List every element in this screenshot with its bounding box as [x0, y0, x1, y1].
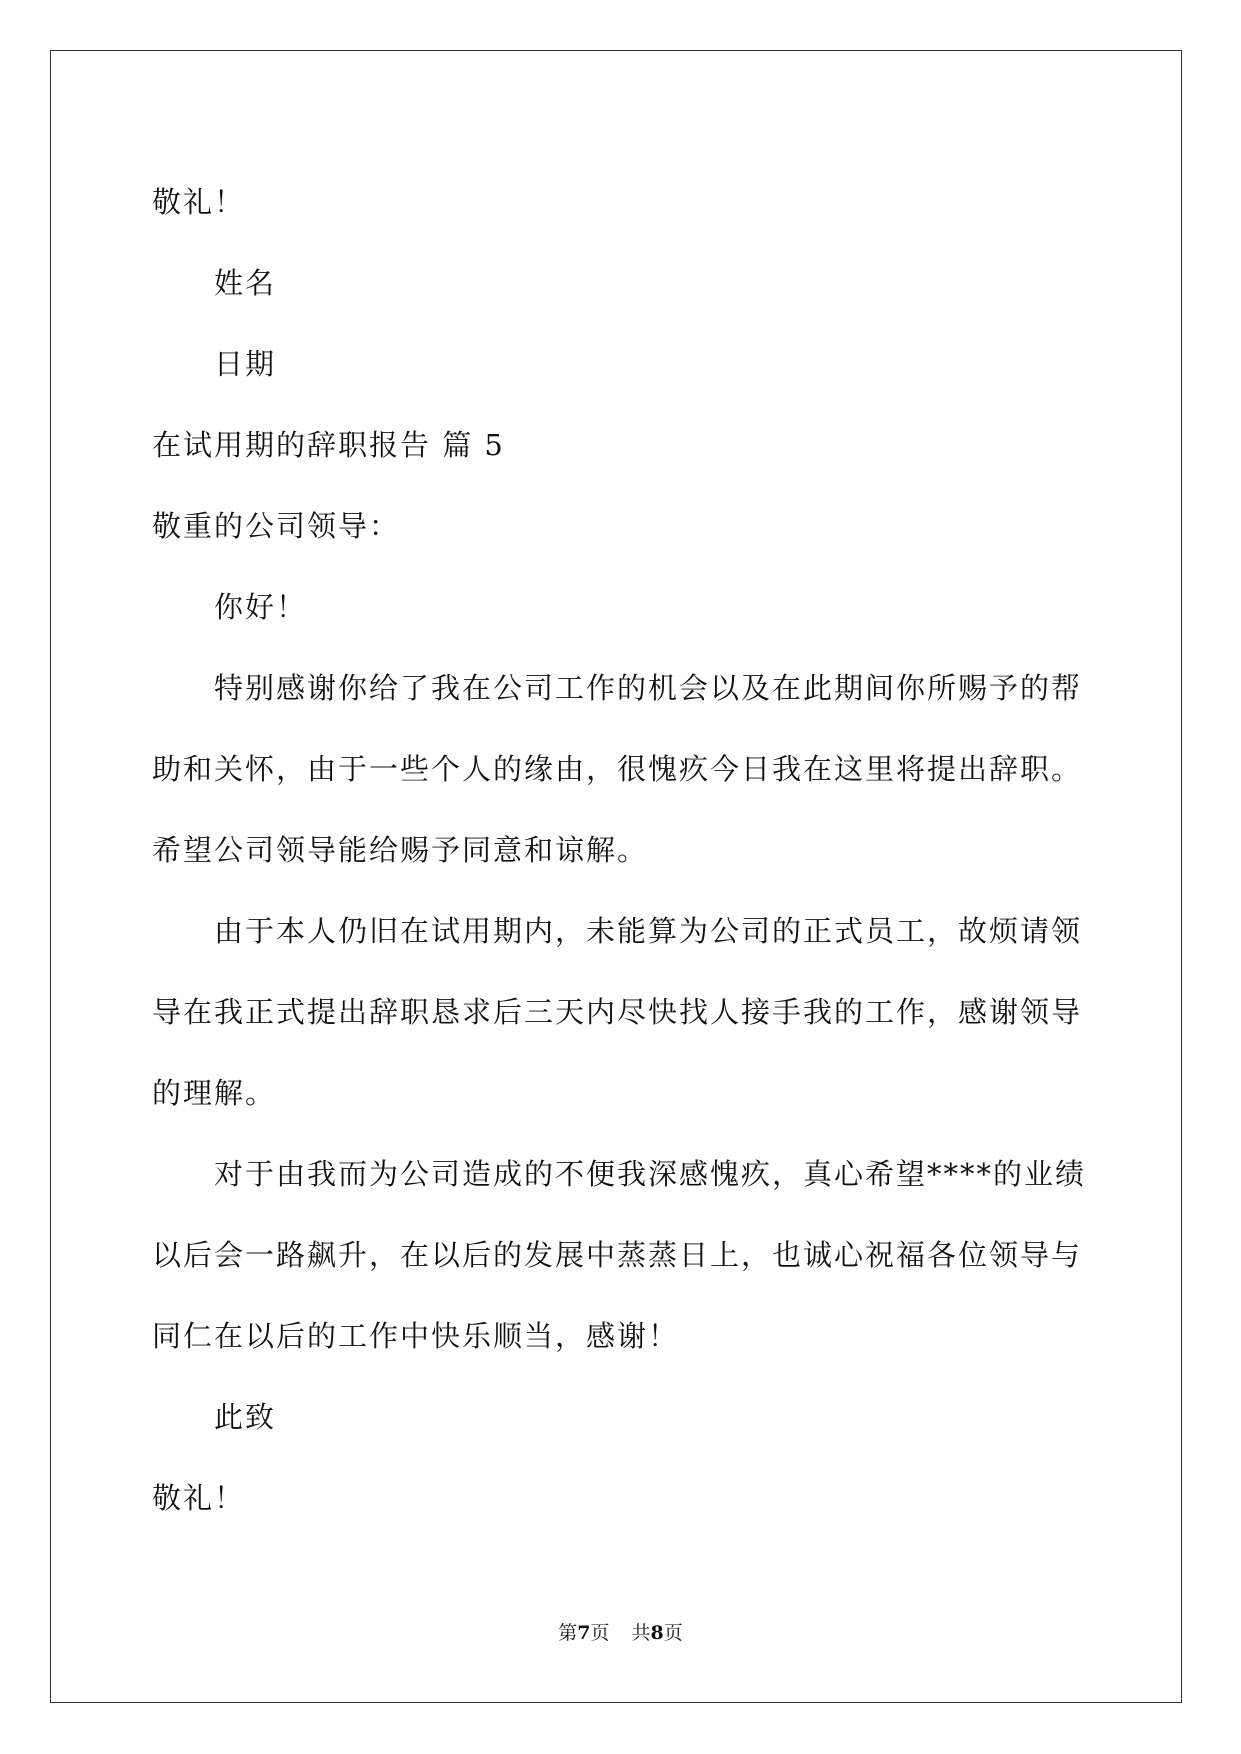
paragraph-line: 特别感谢你给了我在公司工作的机会以及在此期间你所赐予的帮	[214, 671, 1083, 705]
paragraph-line: 的理解。	[152, 1076, 277, 1110]
paragraph-line: 希望公司领导能给赐予同意和谅解。	[152, 833, 649, 867]
paragraph-line: 导在我正式提出辞职恳求后三天内尽快找人接手我的工作，感谢领导	[152, 995, 1083, 1029]
page-number-suffix: 页	[590, 1622, 610, 1644]
closing-phrase: 此致	[214, 1400, 277, 1434]
current-page-number: 7	[577, 1622, 591, 1644]
paragraph-line: 以后会一路飙升，在以后的发展中蒸蒸日上，也诚心祝福各位领导与	[152, 1238, 1083, 1272]
total-pages-suffix: 页	[663, 1622, 683, 1644]
paragraph-line: 助和关怀，由于一些个人的缘由，很愧疚今日我在这里将提出辞职。	[152, 752, 1083, 786]
paragraph-line: 由于本人仍旧在试用期内，未能算为公司的正式员工，故烦请领	[214, 914, 1083, 948]
total-pages-number: 8	[650, 1622, 664, 1644]
signature-date: 日期	[214, 347, 277, 381]
closing-salutation: 敬礼！	[152, 185, 246, 219]
letter-hello: 你好！	[214, 590, 308, 624]
paragraph-line: 同仁在以后的工作中快乐顺当，感谢！	[152, 1319, 680, 1353]
document-body	[152, 162, 1087, 1539]
page-number-prefix: 第	[558, 1622, 578, 1644]
page-footer	[0, 1618, 1241, 1645]
paragraph-line: 对于由我而为公司造成的不便我深感愧疚，真心希望****的业绩	[214, 1157, 1087, 1191]
closing-salutation: 敬礼！	[152, 1481, 246, 1515]
section-heading: 在试用期的辞职报告 篇 5	[152, 428, 505, 462]
signature-name: 姓名	[214, 266, 277, 300]
total-pages-prefix: 共	[631, 1622, 651, 1644]
letter-greeting: 敬重的公司领导：	[152, 509, 401, 543]
